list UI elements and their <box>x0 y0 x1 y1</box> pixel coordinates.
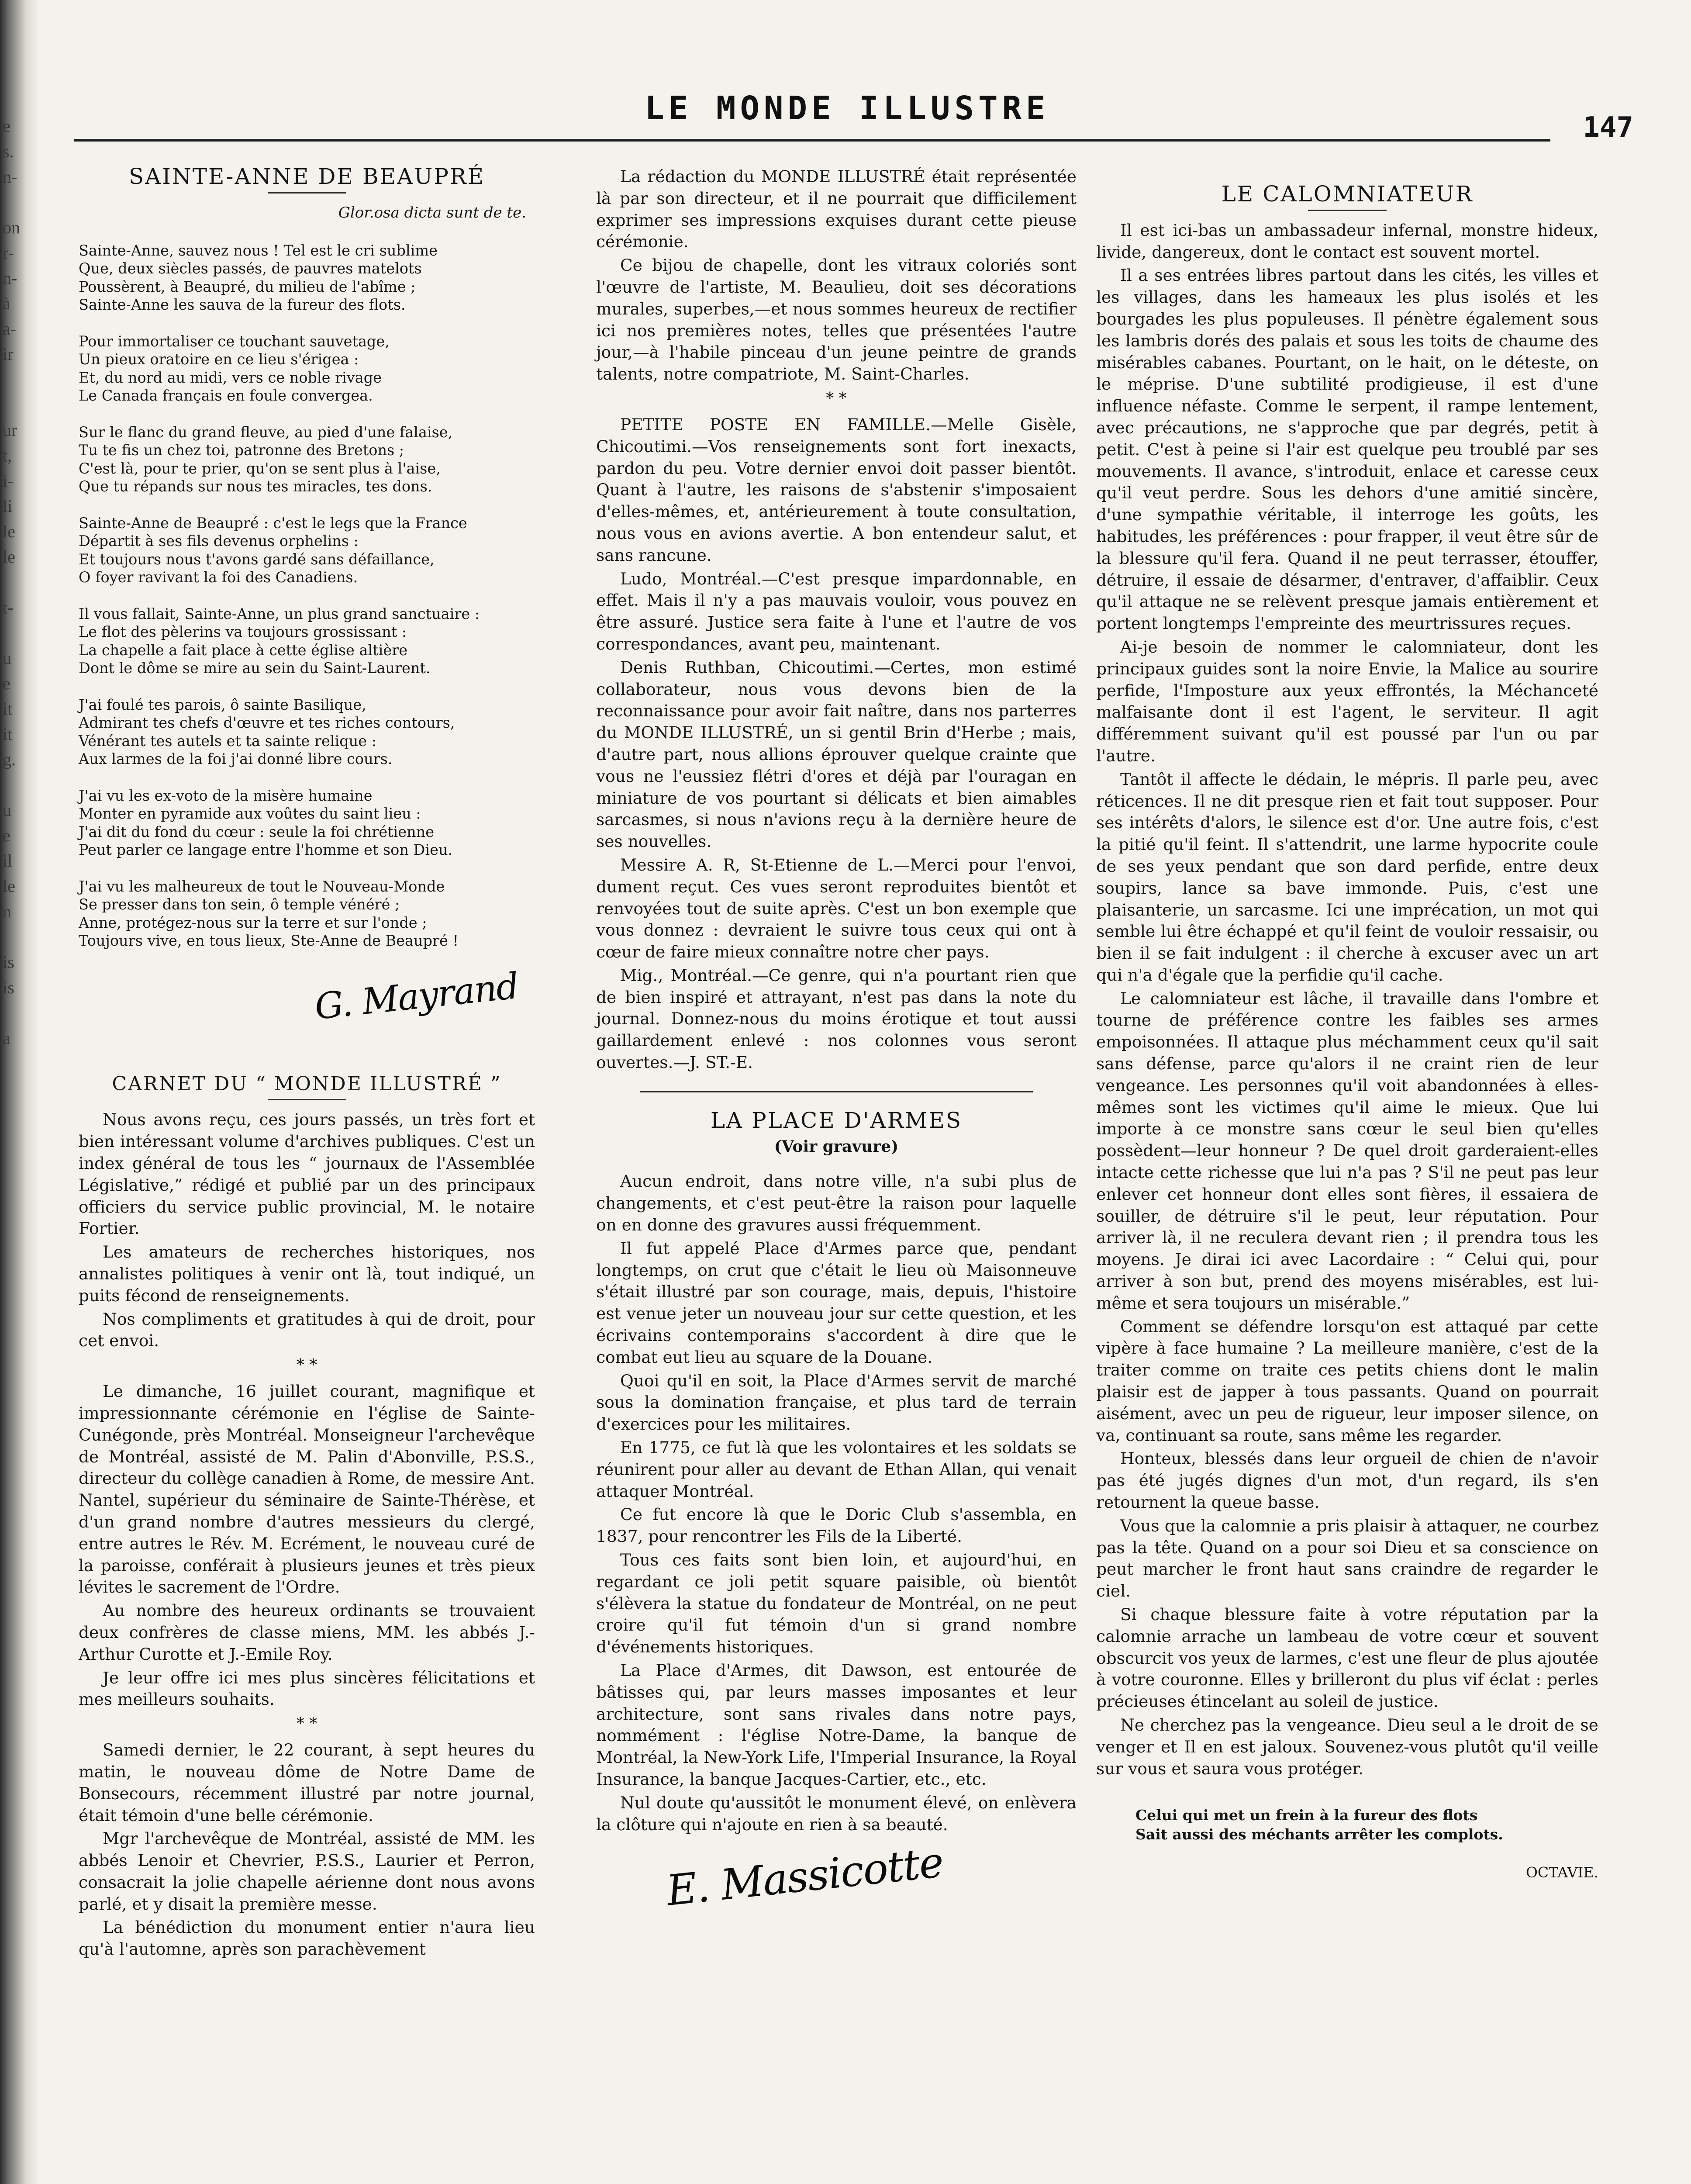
poem-epigraph: Glor.osa dicta sunt de te. <box>338 204 526 221</box>
paragraph: Il est ici-bas un ambassadeur infernal, monstre hideux, livide, dangereux, dont le contact est souvent mortel. <box>1096 220 1598 262</box>
paragraph: Nos compliments et gratitudes à qui de droit, pour cet envoi. <box>79 1309 535 1351</box>
poem-stanza <box>79 605 535 677</box>
poem-line: Un pieux oratoire en ce lieu s'érigea : <box>79 351 359 368</box>
poem-line: J'ai dit du fond du cœur : seule la foi chrétienne <box>79 823 435 840</box>
poem-line: Anne, protégez-nous sur la terre et sur l'onde ; <box>79 914 427 931</box>
paragraph: Comment se défendre lorsqu'on est attaqué par cette vipère à face humaine ? La meilleure manière, c'est de la traiter comme on traite ces petits chiens dont le malin plaisir est de japper à tous passants. Quand on pourrait aisément, avec un peu de rigueur, leur imposer silence, on va, continuant sa route, sans même les regarder. <box>1096 1317 1598 1445</box>
poem-line: Il vous fallait, Sainte-Anne, un plus grand sanctuaire : <box>79 605 480 622</box>
paragraph: Aucun endroit, dans notre ville, n'a subi plus de changements, et c'est peut-être la raison pour laquelle on en donne des gravures aussi fréquemment. <box>596 1171 1077 1235</box>
poem-line: Peut parler ce langage entre l'homme et son Dieu. <box>79 841 453 859</box>
paragraph: La rédaction du MONDE ILLUSTRÉ était représentée là par son directeur, et il ne pourrait que difficilement exprimer ses impressions exquises durant cette pieuse cérémonie. <box>596 167 1077 252</box>
paragraph: Le dimanche, 16 juillet courant, magnifique et impressionnante cérémonie en l'église de Sainte-Cunégonde, près Montréal. Monseigneur l'archevêque de Montréal, assisté de M. Palin d'Abonville, P.S.S., directeur du collège canadien à Rome, de messire Ant. Nantel, supérieur du séminaire de Sainte-Thérèse, et d'un grand nombre d'autres messieurs du clergé, entre autres le Rév. M. Ecrément, le nouveau curé de la paroisse, conférait à plusieurs jeunes et très pieux lévites le sacrement de l'Ordre. <box>79 1382 535 1597</box>
paragraph: Les amateurs de recherches historiques, nos annalistes politiques à venir ont là, tout indiqué, un puits fécond de renseignements. <box>79 1242 535 1305</box>
poem-line: Toujours vive, en tous lieux, Ste-Anne de Beaupré ! <box>79 932 459 950</box>
poem-stanza <box>79 514 535 587</box>
redaction-paragraphs <box>596 166 1077 385</box>
poem-line: Dont le dôme se mire au sein du Saint-Laurent. <box>79 660 431 677</box>
poem-line: Sur le flanc du grand fleuve, au pied d'une falaise, <box>79 423 453 441</box>
poem-line: La chapelle a fait place à cette église altière <box>79 641 408 659</box>
poem-line: Aux larmes de la foi j'ai donné libre cours. <box>79 750 393 768</box>
column-right <box>1096 166 1598 1883</box>
paragraph: Si chaque blessure faite à votre réputation par la calomnie arrache un lambeau de votre cœur et souvent obscurcit vos yeux de larmes, c'est une fleur de plus ajoutée à votre couronne. Elles y brilleront du plus vif éclat : perles précieuses étincelant au soleil de justice. <box>1096 1605 1598 1711</box>
paragraph: Tantôt il affecte le dédain, le mépris. Il parle peu, avec réticences. Il ne dit presque rien et fait tout supposer. Pour ses intérêts d'alors, le silence est d'or. Une autre fois, c'est la pitié qu'il feint. Il s'attendrit, une larme hypocrite coule de ses yeux pendant que son dard perfide, entre deux soupirs, lance sa bave immonde. Puis, c'est une plaisanterie, un sarcasme. Ici une imprécation, un mot qui semble lui être échappé et qu'il feint de vouloir ressaisir, ou bien il se fait indulgent : il cherche à excuser avec un art qui n'a d'égale que la perfidie qu'il cache. <box>1096 769 1598 985</box>
paragraph: Messire A. R, St-Etienne de L.—Merci pour l'envoi, dument reçut. Ces vues seront reproduites bientôt et renvoyées tout de suite après. C'est un bon exemple que vous donnez : devraient le suivre tous ceux qui ont à cœur de faire mieux connaître notre cher pays. <box>596 855 1077 962</box>
paragraph: Ce fut encore là que le Doric Club s'assembla, en 1837, pour rencontrer les Fils de la Liberté. <box>596 1505 1077 1546</box>
section-stars: * * <box>296 1715 317 1733</box>
poem-stanza <box>79 787 535 859</box>
carnet-section-1 <box>79 1109 535 1352</box>
paragraph: Il a ses entrées libres partout dans les cités, les villes et les villages, dans les hameaux les plus isolés et les bourgades les plus populeuses. Il pénètre également sous les lambris dorés des palais et sous les toits de chaume des misérables cabanes. Pourtant, on le hait, on le déteste, on le méprise. D'une subtilité prodigieuse, il est d'une influence néfaste. Comme le serpent, il rampe lentement, avec précautions, ne s'approche que par degrés, petit à petit. C'est à peine si l'air est quelque peu troublé par ses mouvements. Il avance, s'introduit, enlace et caresse ceux qu'il veut perdre. Sous les dehors d'une amitié sincère, d'une sympathie véritable, il interroge les goûts, les habitudes, les préférences : pour frapper, il veut être sûr de la blessure qu'il fera. Quand il ne peut terrasser, étouffer, détruire, il essaie de désarmer, d'entraver, d'affaiblir. Ceux qu'il attaque ne se relèvent presque jamais entièrement et portent longtemps l'empreinte des meurtrissures reçues. <box>1096 266 1598 633</box>
poem-stanzas <box>79 242 535 950</box>
poem-line: Tu te fis un chez toi, patronne des Bretons ; <box>79 442 404 459</box>
carnet-rule <box>268 1099 346 1100</box>
place-signature-area <box>596 1838 1077 1936</box>
poem-line: Départit à ses fils devenus orphelins : <box>79 532 359 550</box>
column-middle <box>596 166 1077 1949</box>
paragraph: Nous avons reçu, ces jours passés, un très fort et bien intéressant volume d'archives publiques. C'est un index général de tous les “ journaux de l'Assemblée Législative,” rédigé et publié par un des principaux officiers du service public provincial, M. le notaire Fortier. <box>79 1110 535 1238</box>
poem-line: O foyer ravivant la foi des Canadiens. <box>79 569 358 586</box>
section-rule <box>640 1091 1033 1092</box>
page-number: 147 <box>1583 111 1633 144</box>
poem-line: C'est là, pour te prier, qu'on se sent plus à l'aise, <box>79 460 441 477</box>
poem-line: Le flot des pèlerins va toujours grossissant : <box>79 623 407 641</box>
paragraph: Ai-je besoin de nommer le calomniateur, dont les principaux guides sont la noire Envie, la Malice au sourire perfide, l'Imposture aux yeux effrontés, la Méchanceté malfaisante dont il est l'agent, le serviteur. Il agit différemment suivant qu'il est poussé par l'un ou par l'autre. <box>1096 637 1598 765</box>
poem-line: Vénérant tes autels et ta sainte relique : <box>79 732 376 750</box>
poem-line: J'ai foulé tes parois, ô sainte Basilique, <box>79 696 366 713</box>
poem-stanza <box>79 696 535 768</box>
masthead-rule <box>74 139 1550 142</box>
calomniateur-title: LE CALOMNIATEUR <box>1221 181 1474 207</box>
poem-line: Monter en pyramide aux voûtes du saint lieu : <box>79 805 421 822</box>
carnet-title: CARNET DU “ MONDE ILLUSTRÉ ” <box>112 1072 502 1095</box>
paragraph: La bénédiction du monument entier n'aura lieu qu'à l'automne, après son parachèvement <box>79 1918 535 1959</box>
poem-line: Sainte-Anne, sauvez nous ! Tel est le cri sublime <box>79 242 438 259</box>
title-rule <box>268 192 346 194</box>
petite-poste <box>596 414 1077 1074</box>
closing-lines <box>1135 1806 1598 1844</box>
paragraph: Honteux, blessés dans leur orgueil de chien de n'avoir pas été jugés dignes d'un mot, d'un regard, ils s'en retournent la queue basse. <box>1096 1449 1598 1512</box>
poem-line: Que, deux siècles passés, de pauvres matelots <box>79 260 422 277</box>
place-subtitle: (Voir gravure) <box>774 1137 899 1156</box>
section-stars: * * <box>826 389 847 408</box>
paragraph: Quoi qu'il en soit, la Place d'Armes servit de marché sous la domination française, et plus tard de terrain d'exercices pour les militaires. <box>596 1371 1077 1434</box>
poem-signature: G. Mayrand <box>313 965 520 1028</box>
paragraph: Ce bijou de chapelle, dont les vitraux coloriés sont l'œuvre de l'artiste, M. Beaulieu, doit ses décorations murales, superbes,—et nous sommes heureux de rectifier ici nos premières notes, telles que présentées l'autre jour,—à l'habile pinceau d'un jeune peintre de grands talents, notre compatriote, M. Saint-Charles. <box>596 256 1077 384</box>
paragraph: Mig., Montréal.—Ce genre, qui n'a pourtant rien que de bien inspiré et attrayant, n'est pas dans la note du journal. Donnez-nous du moins érotique et tout aussi gaillardement enlevé : nos colonnes vous seront ouvertes.—J. ST.-E. <box>596 965 1077 1072</box>
section-stars: * * <box>296 1356 317 1375</box>
poem-line: Que tu répands sur nous tes miracles, tes dons. <box>79 478 432 495</box>
poem-signature-area <box>79 965 535 1060</box>
paragraph: Ludo, Montréal.—C'est presque impardonnable, en effet. Mais il n'y a pas mauvais vouloir, vous pouvez en être assuré. Justice sera faite à l'une et l'autre de vos correspondances, avant peu, maintenant. <box>596 569 1077 653</box>
poem-stanza <box>79 423 535 496</box>
place-signature: E. Massicotte <box>664 1838 946 1916</box>
paragraph: Je leur offre ici mes plus sincères félicitations et mes meilleurs souhaits. <box>79 1668 535 1709</box>
title-rule <box>1308 210 1387 211</box>
paragraph: Vous que la calomnie a pris plaisir à attaquer, ne courbez pas la tête. Quand on a pour soi Dieu et sa conscience on peut marcher le front haut sans craindre de regarder le ciel. <box>1096 1516 1598 1601</box>
paragraph: Il fut appelé Place d'Armes parce que, pendant longtemps, on crut que c'était le lieu où Maisonneuve s'était illustré par son courage, mais, depuis, l'histoire est venue jeter un nouveau jour sur cette question, et les écrivains contemporains s'accordent à dire que le combat eut lieu au square de la Douane. <box>596 1238 1077 1367</box>
poem-line: J'ai vu les ex-voto de la misère humaine <box>79 787 373 804</box>
place-paragraphs <box>596 1171 1077 1835</box>
paragraph: Samedi dernier, le 22 courant, à sept heures du matin, le nouveau dôme de Notre Dame de Bonsecours, récemment illustré par notre journal, était témoin d'une belle cérémonie. <box>79 1740 535 1825</box>
poem-line: Se presser dans ton sein, ô temple vénéré ; <box>79 896 400 913</box>
paragraph: Nul doute qu'aussitôt le monument élevé, on enlèvera la clôture qui n'ajoute en rien à sa beauté. <box>596 1793 1077 1834</box>
closing-line-2: Sait aussi des méchants arrêter les complots. <box>1135 1826 1503 1843</box>
poem-stanza <box>79 878 535 950</box>
paragraph: PETITE POSTE EN FAMILLE.—Melle Gisèle, Chicoutimi.—Vos renseignements sont fort inexacts, pardon du peu. Votre dernier envoi doit passer bientôt. Quant à l'autre, les raisons de s'abstenir s'imposaient d'elles-mêmes, et, antérieurement à toute consultation, nous vous en avions avertie. A bon entendeur salut, et sans rancune. <box>596 415 1077 565</box>
paragraph: Denis Ruthban, Chicoutimi.—Certes, mon estimé collaborateur, nous vous devons bien de la reconnaissance pour avoir fait naître, dans nos parterres du MONDE ILLUSTRÉ, un si gentil Brin d'Herbe ; mais, d'autre part, nous allions éprouver quelque crainte que vous ne l'eussiez flétri d'ores et déjà par l'ouragan en miniature de vos pourtant si délicats et bien aimables sarcasmes, si nous n'avions reçu à la dernière heure de ses nouvelles. <box>596 657 1077 851</box>
poem-line: Pour immortaliser ce touchant sauvetage, <box>79 332 390 350</box>
poem-stanza <box>79 242 535 314</box>
author-signature: OCTAVIE. <box>1525 1864 1598 1881</box>
paragraph: La Place d'Armes, dit Dawson, est entourée de bâtisses qui, par leurs masses imposantes et leur architecture, sont sans rivales dans notre pays, nommément : l'église Notre-Dame, la banque de Montréal, la New-York Life, l'Imperial Insurance, la Royal Insurance, la banque Jacques-Cartier, etc., etc. <box>596 1661 1077 1789</box>
carnet-section-2 <box>79 1381 535 1711</box>
paragraph: En 1775, ce fut là que les volontaires et les soldats se réunirent pour aller au devant de Ethan Allan, qui venait attaquer Montréal. <box>596 1438 1077 1501</box>
poem-line: Et, du nord au midi, vers ce noble rivage <box>79 369 382 386</box>
margin-fragments: e s. n- on r- n- à a- ir ur t, i- li le le t- u e it it g. u e il le n is is a <box>3 116 20 1048</box>
poem-stanza <box>79 332 535 405</box>
column-left <box>79 166 535 1962</box>
poem-title: SAINTE-ANNE DE BEAUPRÉ <box>128 164 485 189</box>
paragraph: Au nombre des heureux ordinants se trouvaient deux confrères de classe miens, MM. les abbés J.-Arthur Curotte et J.-Emile Roy. <box>79 1601 535 1664</box>
poem-line: Le Canada français en foule convergea. <box>79 387 373 404</box>
paragraph: Le calomniateur est lâche, il travaille dans l'ombre et tourne de préférence contre les faibles ses armes empoisonnées. Il attaque plus méchamment ceux qu'il sait sans défense, parce qu'alors il ne craint rien de leur vengeance. Les personnes qu'il voit abandonnées à elles-mêmes sont les victimes qu'il aime le mieux. Que lui importe à ce monstre sans cœur le seul bien qu'elles possèdent—leur honneur ? De quel droit garderaient-elles intacte cette richesse que lui n'a pas ? S'il ne peut pas leur enlever cet honneur dont elles sont fières, il essaiera de souiller, de détruire s'il le peut, leur réputation. Pour arriver là, il ne reculera devant rien ; il prendra tous les moyens. Je dirai ici avec Lacordaire : “ Celui qui, pour arriver à son but, prend des moyens misérables, est lui-même et sera toujours un misérable.” <box>1096 988 1598 1313</box>
paragraph: Ne cherchez pas la vengeance. Dieu seul a le droit de se venger et Il en est jaloux. Souvenez-vous plutôt qu'il veille sur vous et saura vous protéger. <box>1096 1715 1598 1778</box>
masthead: LE MONDE ILLUSTRE <box>645 90 1050 127</box>
paragraph: Mgr l'archevêque de Montréal, assisté de MM. les abbés Lenoir et Chevrier, P.S.S., Laurier et Perron, consacrait la jolie chapelle aérienne dont nous avons parlé, et y disait la première messe. <box>79 1829 535 1914</box>
poem-line: J'ai vu les malheureux de tout le Nouveau-Monde <box>79 878 445 895</box>
poem-line: Admirant tes chefs d'œuvre et tes riches contours, <box>79 714 455 732</box>
carnet-section-3 <box>79 1739 535 1960</box>
poem-line: Sainte-Anne de Beaupré : c'est le legs que la France <box>79 514 467 532</box>
calomniateur-paragraphs <box>1096 220 1598 1780</box>
poem-line: Poussèrent, à Beaupré, du milieu de l'abîme ; <box>79 278 416 295</box>
paragraph: Tous ces faits sont bien loin, et aujourd'hui, en regardant ce joli petit square paisible, où bientôt s'élèvera la statue du fondateur de Montréal, on ne peut croire qu'il fut témoin d'un si grand nombre d'événements historiques. <box>596 1550 1077 1657</box>
poem-line: Et toujours nous t'avons gardé sans défaillance, <box>79 550 435 568</box>
poem-line: Sainte-Anne les sauva de la fureur des flots. <box>79 296 406 314</box>
place-title: LA PLACE D'ARMES <box>710 1107 963 1133</box>
closing-line-1: Celui qui met un frein à la fureur des flots <box>1135 1807 1478 1824</box>
